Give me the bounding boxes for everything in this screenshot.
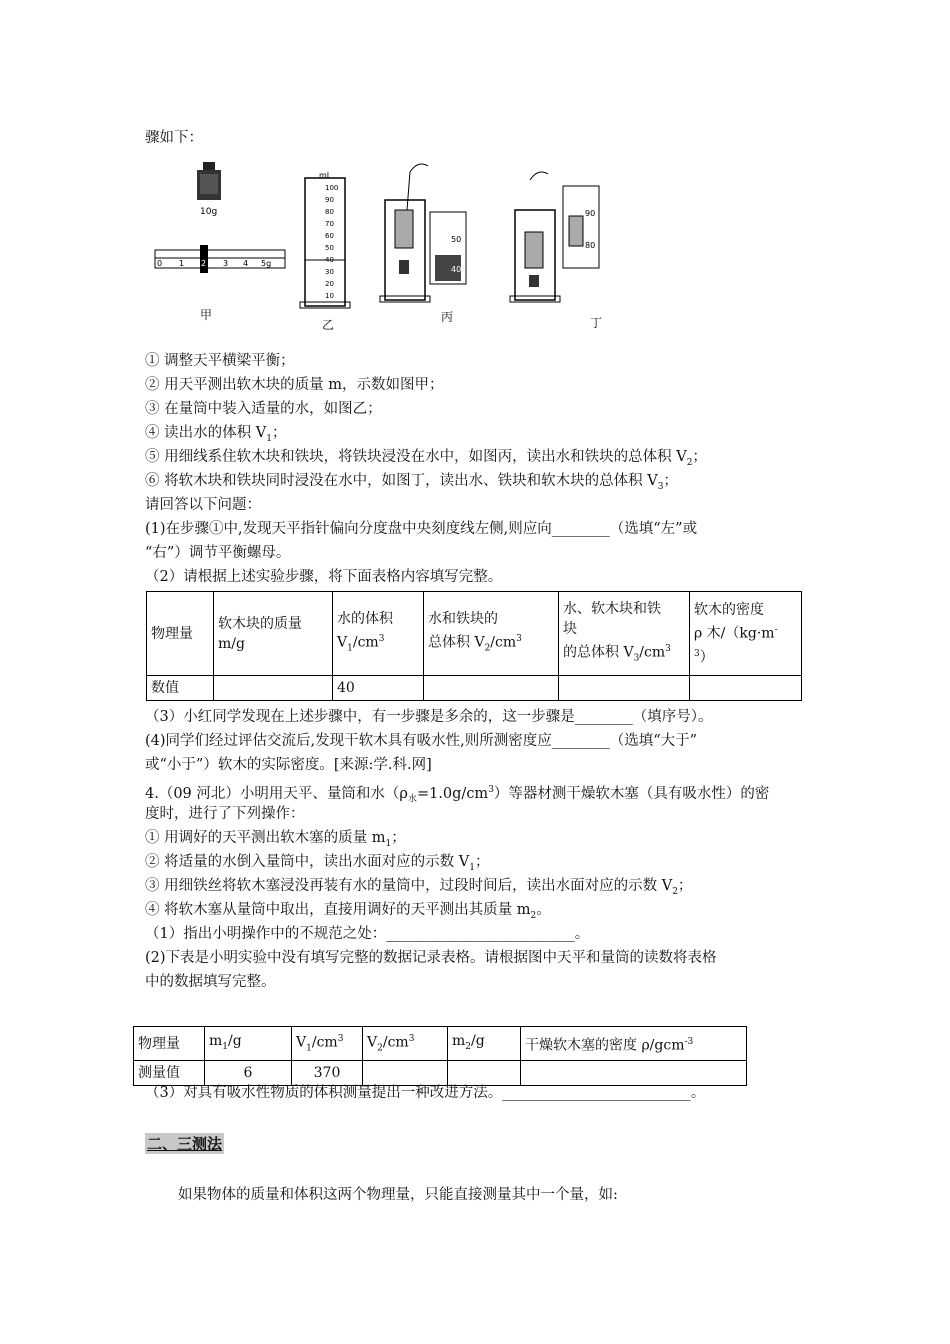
question-1b: “右”）调节平衡螺母。	[145, 545, 291, 561]
step-3: ③ 在量筒中装入适量的水，如图乙；	[145, 401, 382, 417]
svg-text:0: 0	[157, 259, 163, 268]
t2-cell-v1: 370	[292, 1061, 363, 1086]
t1-cell-v1: 40	[333, 676, 424, 701]
svg-text:100: 100	[325, 184, 339, 192]
ask-text: 请回答以下问题：	[145, 497, 261, 513]
problem-4-line-1: 4.（09 河北）小明用天平、量筒和水$(\rho_水=1.0g/cm^3)$等器材测干燥软木塞（具有吸水性）的密	[145, 785, 770, 805]
t2-header-density: 干燥软木塞的密度 ρ/gcm$^{-3}$	[521, 1027, 747, 1061]
step-1: ① 调整天平横梁平衡；	[145, 353, 295, 369]
svg-text:2: 2	[201, 259, 207, 268]
step-5: ⑤ 用细线系住软木块和铁块，将铁块浸没在水中，如图丙，读出水和铁块的总体积 $V_2$；	[145, 449, 707, 468]
problem-4-q1: （1）指出小明操作中的不规范之处：__________________________。	[145, 926, 590, 942]
svg-text:70: 70	[325, 220, 334, 228]
question-1a: (1)在步骤①中,发现天平指针偏向分度盘中央刻度线左侧,则应向________（选填“左”或	[145, 521, 698, 537]
svg-text:40: 40	[325, 256, 334, 264]
t1-header-v1: 水的体积 $V_1/cm^3$	[333, 592, 424, 676]
intro-text: 骤如下：	[145, 130, 203, 146]
svg-text:mL: mL	[319, 171, 332, 180]
t1-row-label: 数值	[147, 676, 214, 701]
t1-header-v3: 水、软木块和铁 块 的总体积 $V_3/cm^3$	[559, 592, 690, 676]
step-2: ② 用天平测出软木块的质量 m，示数如图甲；	[145, 377, 444, 393]
t2-header-v2: $V_2/cm^3$	[363, 1027, 448, 1061]
svg-text:80: 80	[585, 241, 596, 250]
question-4b: 或“小于”）软木的实际密度。[来源:学.科.网]	[145, 757, 432, 773]
svg-text:30: 30	[325, 268, 334, 276]
t2-header-m2: $m_2/g$	[448, 1027, 521, 1061]
cylinder-c	[380, 164, 466, 302]
rider-scale	[155, 245, 285, 273]
section-heading: 二、三测法	[147, 1135, 223, 1153]
final-paragraph: 如果物体的质量和体积这两个物理量，只能直接测量其中一个量，如:	[178, 1187, 618, 1203]
data-table-1	[146, 591, 802, 701]
svg-text:50: 50	[325, 244, 334, 252]
t1-header-mass: 软木块的质量 m/g	[214, 592, 333, 676]
t2-row-label: 测量值	[134, 1061, 205, 1086]
problem-4-q2a: (2)下表是小明实验中没有填写完整的数据记录表格。请根据图中天平和量筒的读数将表格	[145, 950, 717, 966]
problem-4-q2b: 中的数据填写完整。	[145, 974, 276, 990]
t2-cell-m1: 6	[205, 1061, 292, 1086]
svg-text:60: 60	[325, 232, 334, 240]
t1-cell-v2	[424, 676, 559, 701]
svg-text:20: 20	[325, 280, 334, 288]
problem-4-step-3: ③ 用细铁丝将软木塞浸没再装有水的量筒中，过段时间后，读出水面对应的示数 $V_2$；	[145, 878, 693, 897]
svg-text:40: 40	[451, 265, 462, 274]
weight-label: 10g	[200, 207, 218, 217]
problem-4-step-4: ④ 将软木塞从量筒中取出，直接用调好的天平测出其质量 $m_2$。	[145, 902, 551, 921]
svg-text:50: 50	[451, 235, 462, 244]
problem-4-step-2: ② 将适量的水倒入量筒中，读出水面对应的示数 $V_1$；	[145, 854, 490, 873]
figure-label-bing: 丙	[441, 310, 454, 324]
experiment-figures	[145, 150, 615, 330]
problem-4-q3: （3）对具有吸水性物质的体积测量提出一种改进方法。__________________________。	[145, 1085, 706, 1101]
t1-cell-v3	[559, 676, 690, 701]
weight-figure	[197, 162, 221, 217]
figure-label-ding: 丁	[590, 316, 603, 330]
question-3: （3）小红同学发现在上述步骤中，有一步骤是多余的，这一步骤是________（填序号）。	[145, 709, 713, 725]
question-2: （2）请根据上述实验步骤，将下面表格内容填写完整。	[145, 569, 503, 585]
step-6: ⑥ 将软木块和铁块同时浸没在水中，如图丁，读出水、铁块和软木块的总体积 $V_3$；	[145, 473, 678, 492]
t1-header-density: 软木的密度 ρ 木$/(kg\cdot m^{-3})$	[690, 592, 802, 676]
question-4a: (4)同学们经过评估交流后,发现干软木具有吸水性,则所测密度应________（选填“大于”	[145, 733, 698, 749]
data-table-2	[133, 1026, 747, 1086]
step-4: ④ 读出水的体积 $V_1$；	[145, 425, 287, 444]
figure-label-yi: 乙	[322, 318, 335, 332]
svg-text:5g: 5g	[261, 259, 272, 268]
svg-text:90: 90	[585, 209, 596, 218]
cylinder-b	[300, 171, 350, 308]
svg-text:4: 4	[243, 259, 249, 268]
svg-text:10: 10	[325, 292, 334, 300]
t2-header-m1: $m_1/g$	[205, 1027, 292, 1061]
t1-header-quantity: 物理量	[147, 592, 214, 676]
svg-text:90: 90	[325, 196, 334, 204]
t1-cell-mass	[214, 676, 333, 701]
problem-4-line-2: 度时，进行了下列操作：	[145, 806, 305, 822]
problem-4-step-1: ① 用调好的天平测出软木塞的质量 $m_1$；	[145, 830, 406, 849]
svg-text:3: 3	[223, 259, 229, 268]
cylinder-d	[510, 172, 599, 302]
t2-header-v1: $V_1/cm^3$	[292, 1027, 363, 1061]
svg-text:80: 80	[325, 208, 334, 216]
t2-header-quantity: 物理量	[134, 1027, 205, 1061]
svg-text:1: 1	[179, 259, 185, 268]
t1-header-v2: 水和铁块的 总体积 $V_2/cm^3$	[424, 592, 559, 676]
figure-label-jia: 甲	[200, 308, 213, 322]
t1-cell-density	[690, 676, 802, 701]
